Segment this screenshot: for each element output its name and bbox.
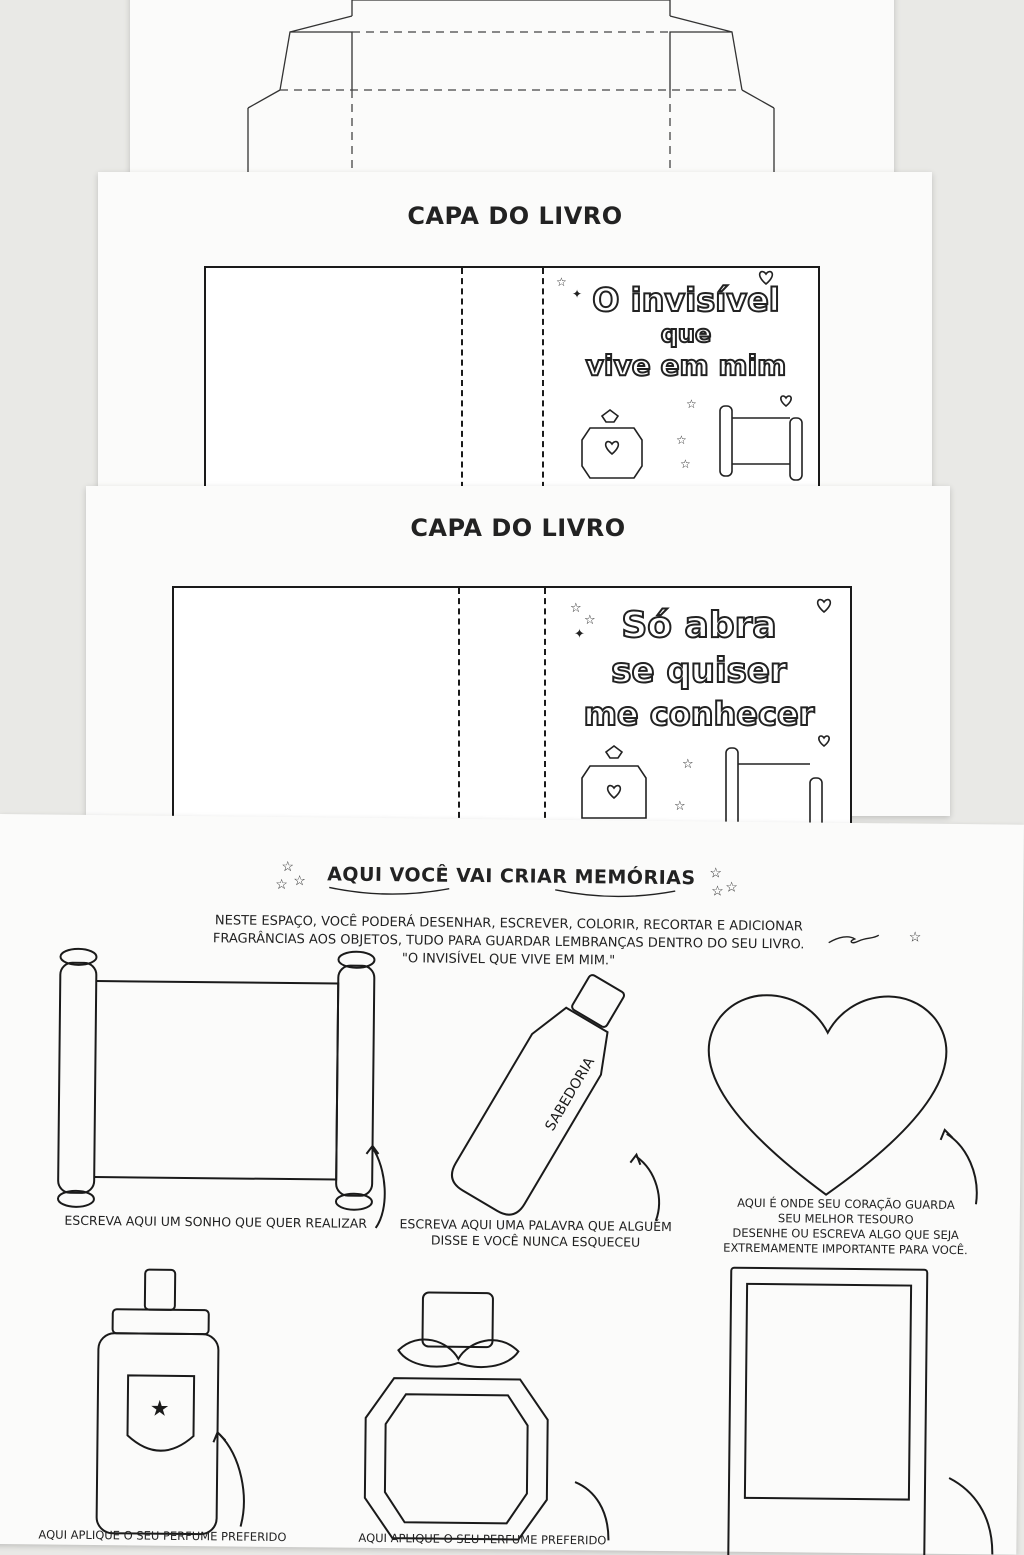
star-icon: ☆ (709, 865, 723, 882)
star-icon: ✦ (572, 287, 583, 301)
star-icon: ✦ (574, 627, 585, 642)
heart-icon (760, 272, 773, 284)
cover-illustration (206, 268, 818, 498)
box-template-outline (130, 0, 894, 180)
intro-line: "O INVISÍVEL QUE VIVE EM MIM." (401, 951, 616, 969)
scroll-icon (720, 406, 732, 476)
star-icon: ☆ (680, 457, 691, 471)
caption-scroll: ESCREVA AQUI UM SONHO QUE QUER REALIZAR (64, 1212, 368, 1231)
heart-icon (606, 442, 619, 454)
star-icon: ☆ (676, 433, 687, 447)
scroll-icon (58, 949, 388, 1228)
cover-line: me conhecer (583, 695, 815, 733)
box-template-sheet (130, 0, 894, 180)
caption-line: EXTREMAMENTE IMPORTANTE PARA VOCÊ. (723, 1240, 968, 1258)
bottle-icon (446, 963, 643, 1221)
perfume-cap-icon (602, 410, 618, 422)
heart-icon (818, 600, 831, 612)
cover-frame (172, 586, 852, 828)
page-title: AQUI VOCÊ VAI CRIAR MEMÓRIAS (327, 863, 696, 890)
caption-line: ESCREVA AQUI UMA PALAVRA QUE ALGUÉM (399, 1216, 672, 1235)
star-icon: ☆ (711, 883, 724, 900)
page-title: CAPA DO LIVRO (410, 514, 626, 542)
arrow-icon (948, 1478, 993, 1554)
arrow-icon (636, 1157, 660, 1221)
star-icon: ☆ (281, 858, 295, 876)
caption-bottle (375, 1216, 695, 1251)
memories-sheet (0, 814, 1024, 1555)
star-icon: ☆ (682, 757, 694, 772)
cover-line: se quiser (611, 651, 787, 691)
star-icon: ☆ (908, 929, 922, 946)
svg-text:★: ★ (149, 1396, 170, 1422)
book-cover-sheet-1 (98, 172, 932, 492)
caption-perfume-2: AQUI APLIQUE O SEU PERFUME PREFERIDO (358, 1530, 607, 1548)
star-icon: ☆ (556, 275, 567, 289)
heart-icon (608, 786, 621, 798)
caption-line: DESENHE OU ESCREVA ALGO QUE SEJA (732, 1225, 959, 1243)
intro-line: NESTE ESPAÇO, VOCÊ PODERÁ DESENHAR, ESCREVER, COLORIR, RECORTAR E ADICIONAR (214, 913, 803, 935)
perfume-bottle-icon (582, 766, 646, 818)
cover-line: que (660, 320, 712, 348)
caption-heart (695, 1195, 996, 1258)
heart-icon (707, 995, 947, 1196)
caption-line: DISSE E VOCÊ NUNCA ESQUECEU (430, 1232, 641, 1250)
cover-line: Só abra (621, 605, 777, 646)
arrow-icon (219, 1434, 245, 1526)
intro-line: FRAGRÂNCIAS AOS OBJETOS, TUDO PARA GUARDAR LEMBRANÇAS DENTRO DO SEU LIVRO. (212, 931, 805, 953)
caption-line: SEU MELHOR TESOURO (777, 1211, 914, 1227)
cover-illustration (174, 588, 850, 828)
heart-icon (819, 736, 829, 746)
star-icon: ☆ (584, 613, 596, 628)
cover-line: vive em mim (585, 349, 787, 382)
caption-perfume-1: AQUI APLIQUE O SEU PERFUME PREFERIDO (38, 1527, 287, 1545)
perfume-bottle-icon (96, 1269, 219, 1534)
star-icon: ☆ (674, 799, 686, 814)
caption-line: AQUI É ONDE SEU CORAÇÃO GUARDA (737, 1195, 955, 1213)
star-icon: ☆ (686, 397, 697, 411)
bottle-label: SABEDORIA (542, 1054, 599, 1134)
cover-line: O invisível (592, 281, 780, 319)
cover-frame (204, 266, 820, 498)
page-title: CAPA DO LIVRO (407, 202, 623, 230)
star-icon: ☆ (725, 879, 738, 896)
activity-illustrations (0, 814, 1024, 1555)
star-icon: ☆ (293, 873, 306, 890)
book-cover-sheet-2 (86, 486, 950, 816)
perfume-bottle-icon (364, 1292, 549, 1540)
star-icon: ☆ (275, 876, 288, 894)
photo-frame-icon (728, 1268, 927, 1555)
star-icon: ☆ (570, 601, 582, 616)
scroll-icon (726, 748, 738, 828)
heart-icon (781, 396, 791, 406)
arrow-icon (946, 1134, 977, 1204)
perfume-cap-icon (606, 746, 622, 758)
